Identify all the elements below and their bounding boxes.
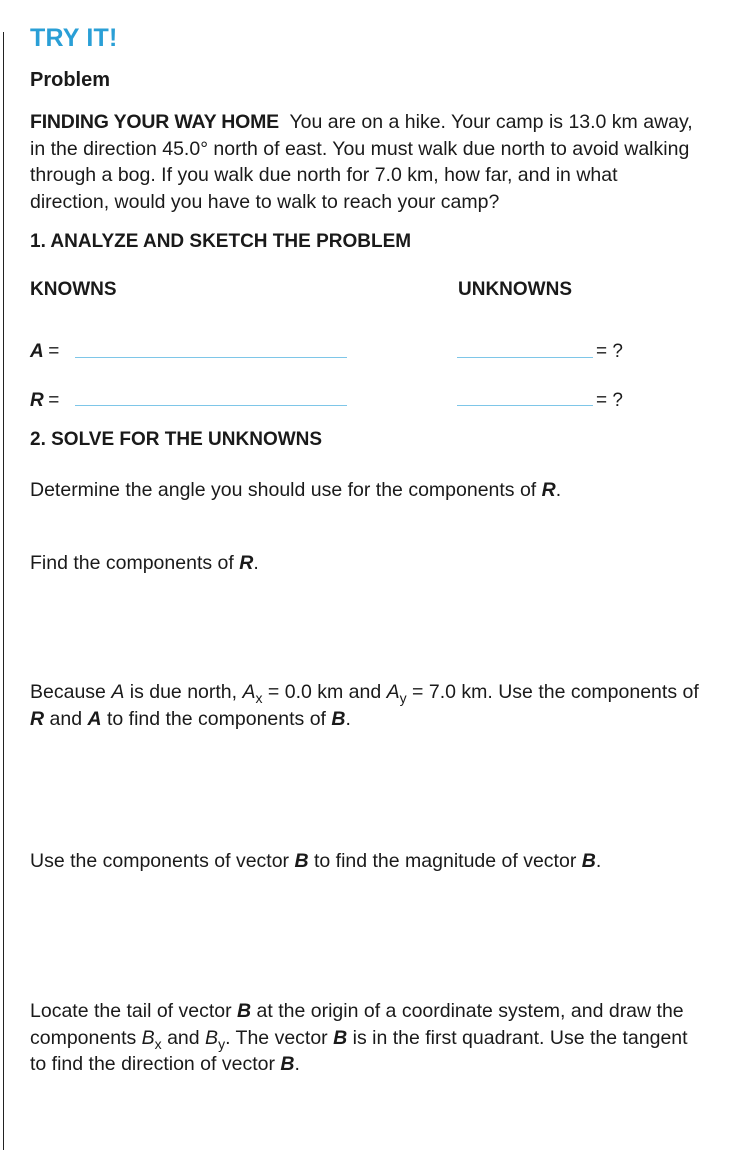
components-instruction: Find the components of R. xyxy=(30,552,259,574)
known-r-row xyxy=(30,390,59,412)
knowns-label: KNOWNS xyxy=(30,279,117,300)
unknowns-label: UNKNOWNS xyxy=(458,279,572,300)
unknown-1-blank[interactable] xyxy=(457,357,593,358)
unknown-2-blank[interactable] xyxy=(457,405,593,406)
known-r-blank[interactable] xyxy=(75,405,347,406)
known-a-var: A xyxy=(30,341,44,362)
magnitude-instruction: Use the components of vector B to find the magnitude of vector B. xyxy=(30,850,602,872)
known-r-var: R xyxy=(30,390,44,411)
because-instruction: Because A is due north, $A_x = 0.0$ km and $A_y = 7.0$ km. Use the components of R and A to find the components of B. xyxy=(30,681,699,730)
unknown-1-suffix: = ? xyxy=(596,341,623,362)
problem-lead: FINDING YOUR WAY HOME xyxy=(30,111,279,133)
equals-sign: = xyxy=(48,390,60,411)
problem-statement xyxy=(30,109,700,215)
problem-heading: Problem xyxy=(30,69,111,91)
problem-text: You are on a hike. Your camp is 13.0 km away, in the direction 45.0° north of east. You must walk due north to avoid walking through a bog. If you walk due north for 7.0 km, how far, and in what direction, would you have to walk to reach your camp? xyxy=(30,111,693,213)
try-it-title: TRY IT! xyxy=(30,24,118,52)
direction-instruction: Locate the tail of vector B at the origin of a coordinate system, and draw the components $B_x$ and $B_y$. The vector B is in the first quadrant. Use the tangent to find the direction of vector B. xyxy=(30,1000,688,1075)
known-a-blank[interactable] xyxy=(75,357,347,358)
known-a-row xyxy=(30,341,59,363)
equals-sign: = xyxy=(48,341,60,362)
angle-instruction: Determine the angle you should use for the components of R. xyxy=(30,479,562,501)
unknown-2-suffix: = ? xyxy=(596,390,623,411)
left-margin-rule xyxy=(3,32,4,1150)
step2-heading: 2. SOLVE FOR THE UNKNOWNS xyxy=(30,429,323,450)
step1-heading: 1. ANALYZE AND SKETCH THE PROBLEM xyxy=(30,231,412,252)
